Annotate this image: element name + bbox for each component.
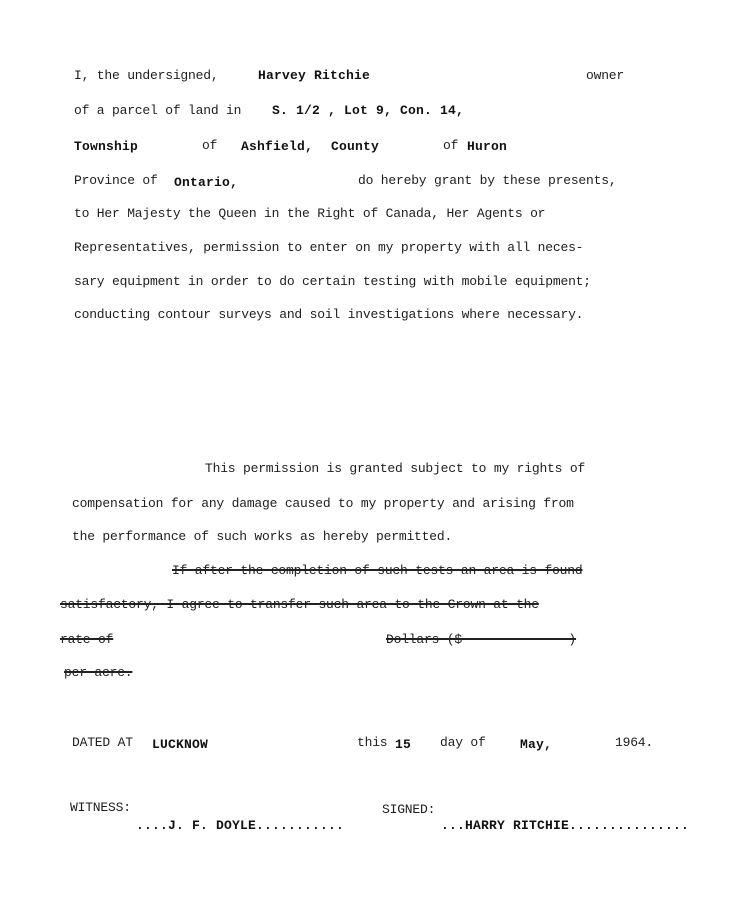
day-of-label: day of: [440, 735, 486, 750]
township-name: Ashfield,: [241, 139, 314, 154]
province-name: Ontario,: [174, 175, 239, 190]
dated-at-label: DATED AT: [72, 735, 133, 750]
owner-name: Harvey Ritchie: [258, 68, 371, 83]
struck-line: rate of: [60, 632, 114, 647]
dated-place: LUCKNOW: [152, 737, 209, 752]
lot-description: S. 1/2 , Lot 9, Con. 14,: [272, 103, 465, 118]
body-line: compensation for any damage caused to my property and arising from: [72, 496, 574, 511]
township-label: Township: [74, 139, 139, 154]
this-label: this: [357, 735, 388, 750]
struck-line: satisfactory, I agree to transfer such area to the Crown at the: [60, 597, 539, 612]
grant-text: do hereby grant by these presents,: [358, 173, 617, 188]
signed-value: ...HARRY RITCHIE...............: [441, 818, 690, 833]
body-line: the performance of such works as hereby permitted.: [72, 529, 453, 544]
struck-line: Dollars ($ ): [386, 632, 577, 647]
signed-label: SIGNED:: [382, 802, 436, 817]
parcel-text: of a parcel of land in: [74, 103, 242, 118]
body-line: Representatives, permission to enter on my property with all neces-: [74, 240, 584, 255]
county-name: Huron: [467, 139, 508, 154]
witness-label: WITNESS:: [70, 800, 131, 815]
intro-text: I, the undersigned,: [74, 68, 219, 83]
body-line: sary equipment in order to do certain testing with mobile equipment;: [74, 274, 591, 289]
body-line: This permission is granted subject to my rights of: [205, 461, 586, 476]
owner-label: owner: [586, 68, 625, 83]
body-line: to Her Majesty the Queen in the Right of Canada, Her Agents or: [74, 206, 546, 221]
day-value: 15: [395, 737, 412, 752]
body-line: conducting contour surveys and soil investigations where necessary.: [74, 307, 584, 322]
county-label: County: [331, 139, 380, 154]
of-text: of: [443, 138, 459, 153]
struck-line: If after the completion of such tests an area is found: [172, 563, 583, 578]
year-value: 1964.: [615, 735, 654, 750]
witness-value: ....J. F. DOYLE...........: [136, 818, 345, 833]
province-label: Province of: [74, 173, 158, 188]
month-value: May,: [520, 737, 553, 752]
struck-line: per acre.: [64, 665, 133, 680]
of-text: of: [202, 138, 218, 153]
